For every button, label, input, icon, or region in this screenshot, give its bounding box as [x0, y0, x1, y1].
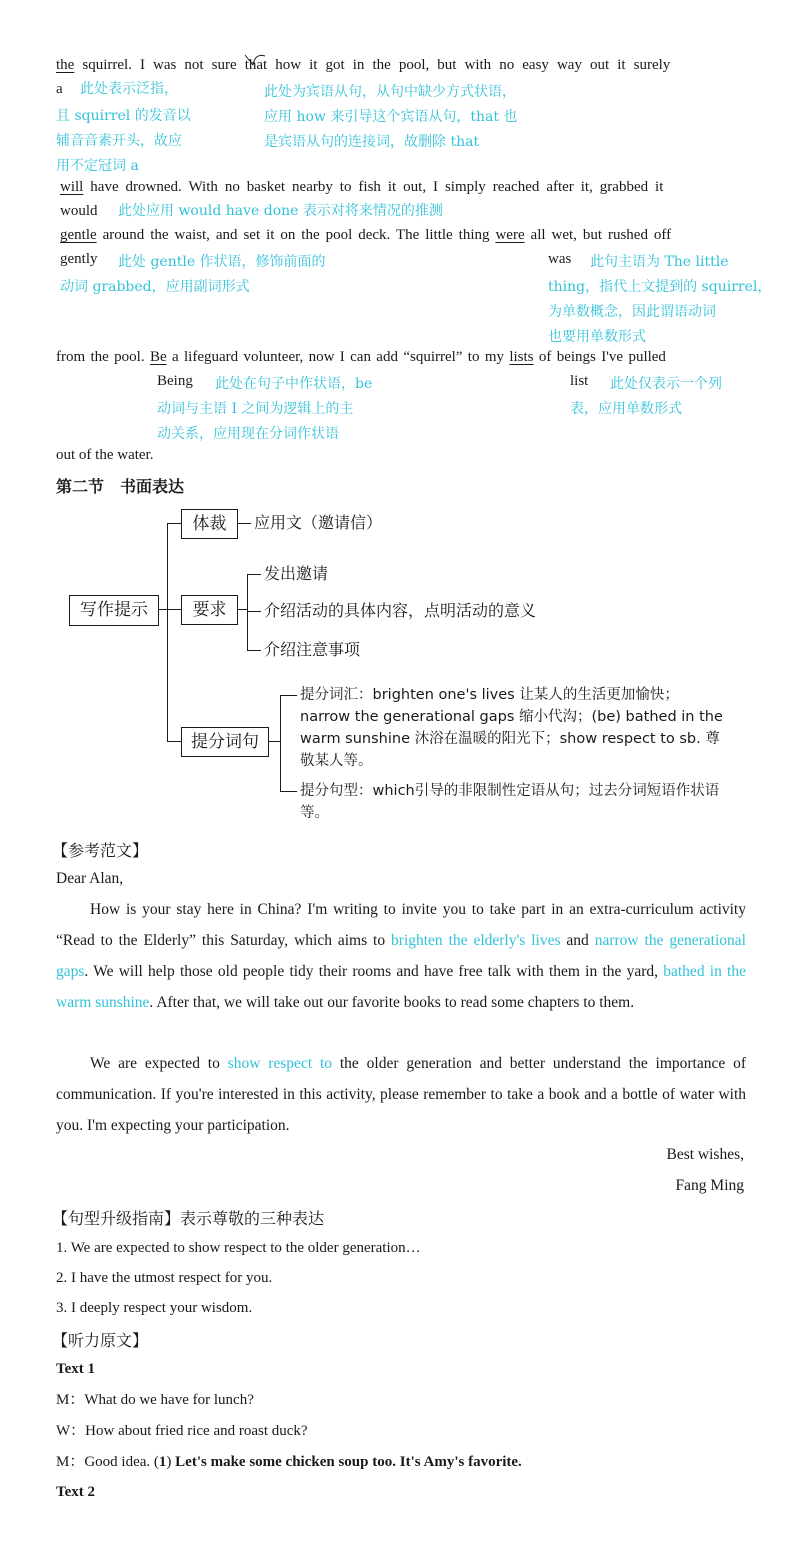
correction-was: was	[548, 251, 572, 267]
answer-sentence: Let's make some chicken soup too. It's Amy's favorite.	[175, 1454, 522, 1470]
deleted-word-that: that	[245, 57, 268, 73]
error-word-were: were	[495, 227, 525, 243]
requirement-1: 发出邀请	[264, 564, 329, 583]
dialogue-m1: M：What do we have for lunch?	[56, 1392, 254, 1408]
b3-vocab-line	[280, 695, 297, 696]
correction-line-3: gentle around the waist, and set it on the pool deck. The little thing were all wet, but rushed off	[60, 227, 672, 243]
correction-line-2: will have drowned. With no basket nearby to fish it out, I simply reached after it, grabbed it	[60, 179, 664, 195]
b2-leaf2-line	[247, 611, 261, 612]
highlight-bathed: bathed in the warm sunshine	[56, 963, 746, 1011]
highlight-respect: show respect to	[227, 1055, 333, 1072]
error-word-be: Be	[149, 349, 167, 365]
b2-leaf1-line	[247, 574, 261, 575]
dialogue-w1: W：How about fried rice and roast duck?	[56, 1423, 308, 1439]
trunk-b2	[167, 609, 181, 610]
note-a: 此处表示泛指，	[80, 81, 178, 97]
error-word-gentle: gentle	[60, 227, 97, 243]
listening-heading: 【听力原文】	[52, 1331, 149, 1350]
essay-signature: Fang Ming	[675, 1177, 744, 1194]
genre-leaf: 应用文（邀请信）	[254, 513, 383, 532]
upgrade-item-2: 2. I have the utmost respect for you.	[56, 1270, 273, 1286]
correction-line-5: out of the water.	[56, 447, 154, 463]
correction-list: list	[570, 373, 589, 389]
text-1-label: Text 1	[56, 1361, 96, 1377]
b3-sent-line	[280, 791, 297, 792]
note-would: 此处应用 would have done 表示对将来情况的推测	[118, 203, 443, 219]
b2-vertical	[247, 574, 248, 650]
requirement-3: 介绍注意事项	[264, 640, 361, 659]
correction-a: a	[56, 81, 63, 97]
sentence-tip: 提分句型：which引导的非限制性定语从句；过去分词短语作状语等。	[300, 783, 720, 821]
note-being: 此处在句子中作状语，be 动词与主语 I 之间为逻辑上的主 动关系，应用现在分词作状语	[157, 376, 373, 442]
branch-requirements: 要求	[181, 595, 238, 625]
correction-line-4: from the pool. Be a lifeguard volunteer, now I can add “squirrel” to my lists of beings I've pulled	[56, 349, 666, 365]
trunk-b3	[167, 741, 181, 742]
error-word-the: the	[56, 57, 75, 73]
note-was: 此句主语为 The little thing，指代上文提到的 squirrel， 为单数概念，因此谓语动词 也要用单数形式	[548, 254, 772, 345]
highlight-narrow: narrow the generational gaps	[56, 932, 746, 980]
note-that: 此处为宾语从句，从句中缺少方式状语， 应用 how 来引导这个宾语从句，that 也 是宾语从句的连接词，故删除 that	[264, 84, 518, 150]
branch-score-boost: 提分词句	[181, 727, 269, 757]
essay-paragraph-2: We are expected to show respect to the older generation and better understand the importance of communication. If you're interested in this activity, please remember to take a book and a bottle of water with you. I'm expecting your participation.	[56, 1055, 747, 1134]
error-word-will: will	[60, 179, 84, 195]
deletion-mark-icon	[243, 53, 271, 67]
trunk-vertical	[167, 523, 168, 741]
upgrade-item-1: 1. We are expected to show respect to the older generation…	[56, 1240, 421, 1256]
note-a-cont: 且 squirrel 的发音以 辅音音素开头，故应 用不定冠词 a	[56, 108, 191, 174]
vocab-tip: 提分词汇：brighten one's lives 让某人的生活更加愉快；narrow the generational gaps 缩小代沟；(be) bathed in the warm sunshine 沐浴在温暖的阳光下；show respect to sb. 尊敬某人等。	[300, 687, 723, 769]
essay-closing: Best wishes,	[666, 1146, 744, 1163]
section-title: 第二节 书面表达	[56, 477, 185, 496]
b1-leaf-connector	[237, 523, 251, 524]
correction-would: would	[60, 203, 98, 219]
b3-vertical	[280, 695, 281, 791]
note-list: 此处仅表示一个列 表，应用单数形式	[570, 376, 722, 417]
correction-being: Being	[157, 373, 193, 389]
branch-genre: 体裁	[181, 509, 238, 539]
correction-gently: gently	[60, 251, 98, 267]
note-gently: 此处 gentle 作状语，修饰前面的 动词 grabbed，应用副词形式	[60, 254, 326, 295]
upgrade-item-3: 3. I deeply respect your wisdom.	[56, 1300, 253, 1316]
essay-greeting: Dear Alan,	[56, 870, 124, 887]
error-word-lists: lists	[509, 349, 534, 365]
correction-line-1: the squirrel. I was not sure that how it got in the pool, but with no easy way out it surely	[56, 56, 746, 74]
b2-leaf3-line	[247, 650, 261, 651]
dialogue-m2: M：Good idea. (1) Let's make some chicken soup too. It's Amy's favorite.	[56, 1454, 522, 1470]
tree-root: 写作提示	[69, 595, 159, 626]
essay-heading: 【参考范文】	[52, 841, 149, 860]
upgrade-heading: 【句型升级指南】表示尊敬的三种表达	[52, 1209, 325, 1228]
requirement-2: 介绍活动的具体内容，点明活动的意义	[264, 601, 537, 620]
trunk-b1	[167, 523, 181, 524]
essay-paragraph-1: How is your stay here in China? I'm writing to invite you to take part in an extra-curriculum activity “Read to the Elderly” this Saturday, which aims to brighten the elderly's lives and narrow the generational gaps. We will help those old people tidy their rooms and have free talk with them in the yard, bathed in the warm sunshine. After that, we will take out our favorite books to read some chapters to them.	[56, 901, 746, 1011]
highlight-brighten: brighten the elderly's lives	[391, 932, 561, 949]
text-2-label: Text 2	[56, 1484, 96, 1500]
